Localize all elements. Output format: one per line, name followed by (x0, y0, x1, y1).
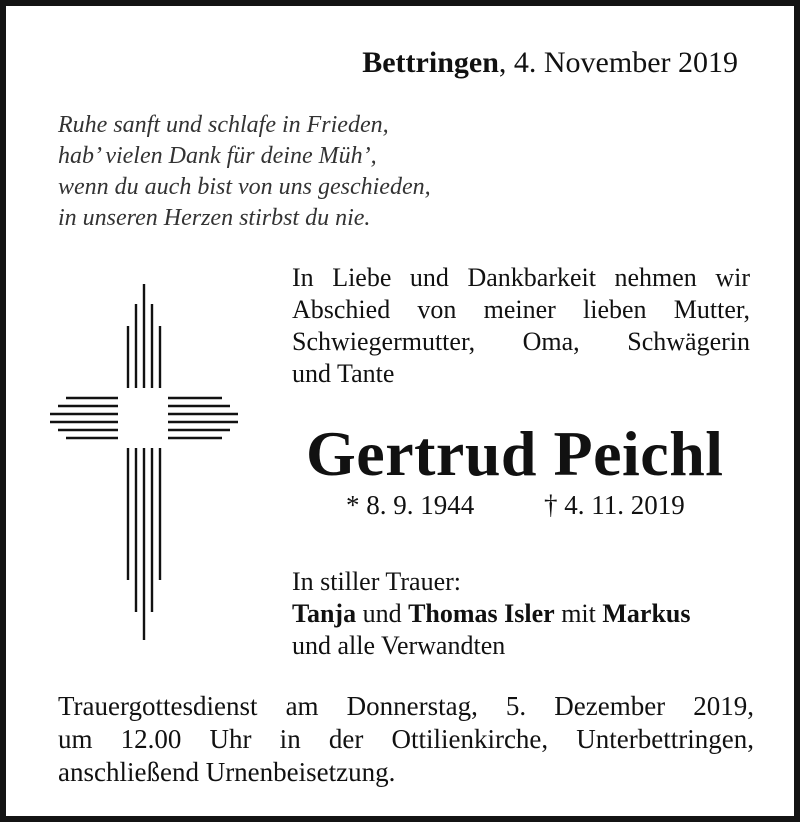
mourner-name: Thomas Isler (408, 599, 555, 628)
intro-line: Abschied von meiner lieben Mutter, (292, 295, 750, 324)
poem-line: hab’ vielen Dank für deine Müh’, (58, 143, 377, 169)
cross-icon (46, 282, 242, 644)
poem (58, 110, 431, 234)
poem-line: in unseren Herzen stirbst du nie. (58, 205, 371, 231)
connector-text: mit (554, 599, 603, 628)
place-name: Bettringen (362, 46, 499, 79)
service-info (58, 690, 754, 789)
deceased-name: Gertrud Peichl (306, 418, 724, 489)
poem-line: wenn du auch bist von uns geschieden, (58, 174, 431, 200)
connector-text: und (356, 599, 409, 628)
mourner-name: Markus (602, 599, 691, 628)
intro-line: Schwiegermutter, Oma, Schwägerin (292, 327, 750, 356)
intro-line: und Tante (292, 359, 395, 388)
poem-line: Ruhe sanft und schlafe in Frieden, (58, 112, 389, 138)
service-line: Trauergottesdienst am Donnerstag, 5. Dezember 2019, (58, 691, 754, 721)
death-date: † 4. 11. 2019 (544, 490, 685, 520)
service-line: anschließend Urnenbeisetzung. (58, 757, 396, 787)
dateline (362, 46, 738, 80)
birth-date: * 8. 9. 1944 (346, 490, 475, 520)
intro-text (292, 262, 750, 390)
intro-line: In Liebe und Dankbarkeit nehmen wir (292, 263, 750, 292)
mourners-names (292, 598, 691, 630)
service-line: um 12.00 Uhr in der Ottilienkirche, Unterbettringen, (58, 724, 754, 754)
mourners-heading: In stiller Trauer: (292, 567, 461, 596)
mourners-closing: und alle Verwandten (292, 631, 506, 660)
notice-date: , 4. November 2019 (498, 46, 738, 79)
mourners (292, 566, 691, 662)
mourner-name: Tanja (292, 599, 357, 628)
